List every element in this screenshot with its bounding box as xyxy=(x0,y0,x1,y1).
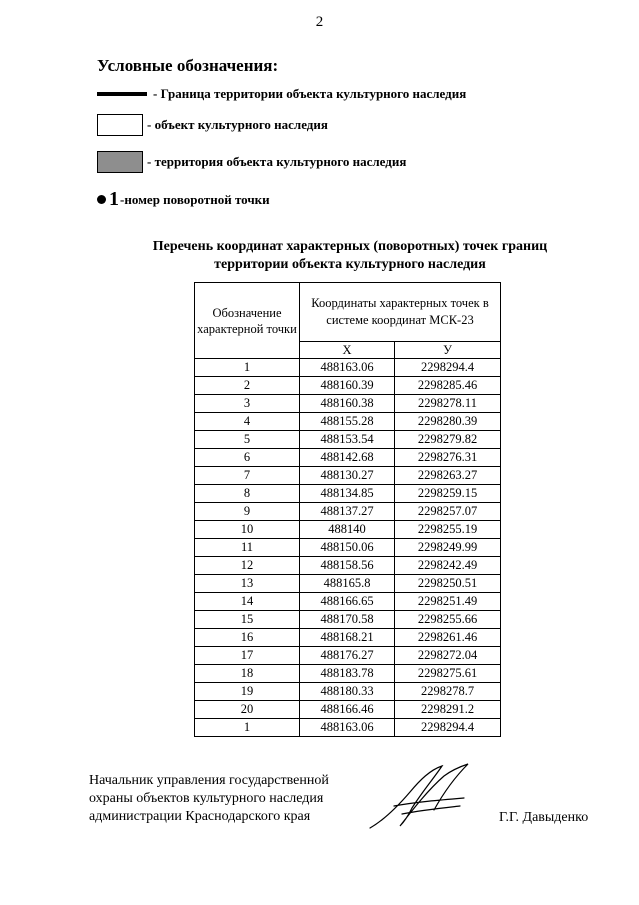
point-number-cell: 6 xyxy=(195,449,300,467)
x-coordinate-cell: 488160.38 xyxy=(300,395,395,413)
x-coordinate-cell: 488168.21 xyxy=(300,629,395,647)
legend-point-number-label: -номер поворотной точки xyxy=(120,191,270,207)
y-coordinate-cell: 2298242.49 xyxy=(395,557,501,575)
table-row xyxy=(195,521,501,539)
header-point-designation: Обозначение характерной точки xyxy=(195,283,300,359)
coordinates-table xyxy=(194,282,501,737)
point-number-cell: 12 xyxy=(195,557,300,575)
table-row xyxy=(195,683,501,701)
table-row xyxy=(195,665,501,683)
table-row xyxy=(195,503,501,521)
x-coordinate-cell: 488163.06 xyxy=(300,359,395,377)
x-coordinate-cell: 488137.27 xyxy=(300,503,395,521)
table-row xyxy=(195,449,501,467)
y-coordinate-cell: 2298263.27 xyxy=(395,467,501,485)
signer-position-line3: администрации Краснодарского края xyxy=(89,809,311,824)
point-number-cell: 4 xyxy=(195,413,300,431)
x-coordinate-cell: 488142.68 xyxy=(300,449,395,467)
x-coordinate-cell: 488166.46 xyxy=(300,701,395,719)
table-row xyxy=(195,611,501,629)
y-coordinate-cell: 2298278.7 xyxy=(395,683,501,701)
table-row xyxy=(195,701,501,719)
table-row xyxy=(195,575,501,593)
point-number-example: 1 xyxy=(109,188,119,210)
page-number: 2 xyxy=(315,14,324,30)
point-number-cell: 14 xyxy=(195,593,300,611)
table-row xyxy=(195,539,501,557)
table-row xyxy=(195,719,501,737)
signer-name: Г.Г. Давыденко xyxy=(499,810,589,825)
table-row xyxy=(195,647,501,665)
legend-heritage-territory xyxy=(97,151,406,173)
table-row xyxy=(195,593,501,611)
x-coordinate-cell: 488155.28 xyxy=(300,413,395,431)
x-coordinate-cell: 488165.8 xyxy=(300,575,395,593)
handwritten-signature xyxy=(364,762,474,834)
x-coordinate-cell: 488140 xyxy=(300,521,395,539)
x-coordinate-cell: 488180.33 xyxy=(300,683,395,701)
point-number-cell: 8 xyxy=(195,485,300,503)
point-number-cell: 1 xyxy=(195,719,300,737)
y-coordinate-cell: 2298257.07 xyxy=(395,503,501,521)
x-coordinate-cell: 488153.54 xyxy=(300,431,395,449)
point-number-cell: 17 xyxy=(195,647,300,665)
y-coordinate-cell: 2298255.66 xyxy=(395,611,501,629)
point-number-cell: 5 xyxy=(195,431,300,449)
y-coordinate-cell: 2298249.99 xyxy=(395,539,501,557)
point-number-cell: 7 xyxy=(195,467,300,485)
x-coordinate-cell: 488176.27 xyxy=(300,647,395,665)
x-coordinate-cell: 488158.56 xyxy=(300,557,395,575)
point-number-cell: 19 xyxy=(195,683,300,701)
point-number-cell: 15 xyxy=(195,611,300,629)
y-coordinate-cell: 2298261.46 xyxy=(395,629,501,647)
header-coordinates: Координаты характерных точек в системе координат МСК-23 xyxy=(300,283,501,342)
y-coordinate-cell: 2298294.4 xyxy=(395,359,501,377)
x-coordinate-cell: 488170.58 xyxy=(300,611,395,629)
y-coordinate-cell: 2298275.61 xyxy=(395,665,501,683)
header-y: У xyxy=(395,342,501,359)
y-coordinate-cell: 2298285.46 xyxy=(395,377,501,395)
heritage-object-symbol xyxy=(97,114,143,136)
legend-title: Условные обозначения: xyxy=(97,56,279,75)
y-coordinate-cell: 2298294.4 xyxy=(395,719,501,737)
signature-block xyxy=(89,772,329,826)
point-number-cell: 9 xyxy=(195,503,300,521)
table-row xyxy=(195,395,501,413)
table-row xyxy=(195,467,501,485)
legend-boundary-line xyxy=(97,86,466,102)
y-coordinate-cell: 2298251.49 xyxy=(395,593,501,611)
point-number-cell: 10 xyxy=(195,521,300,539)
table-row xyxy=(195,377,501,395)
point-dot-icon xyxy=(97,195,106,204)
header-x: X xyxy=(300,342,395,359)
table-row xyxy=(195,431,501,449)
legend-heritage-object-label: - объект культурного наследия xyxy=(147,117,328,132)
point-number-cell: 20 xyxy=(195,701,300,719)
table-row xyxy=(195,629,501,647)
table-title xyxy=(100,238,600,274)
point-number-cell: 16 xyxy=(195,629,300,647)
point-number-cell: 18 xyxy=(195,665,300,683)
y-coordinate-cell: 2298276.31 xyxy=(395,449,501,467)
legend-point-number xyxy=(97,188,270,211)
x-coordinate-cell: 488134.85 xyxy=(300,485,395,503)
point-number-cell: 3 xyxy=(195,395,300,413)
x-coordinate-cell: 488163.06 xyxy=(300,719,395,737)
y-coordinate-cell: 2298279.82 xyxy=(395,431,501,449)
y-coordinate-cell: 2298291.2 xyxy=(395,701,501,719)
y-coordinate-cell: 2298272.04 xyxy=(395,647,501,665)
signer-position-line2: охраны объектов культурного наследия xyxy=(89,791,324,806)
x-coordinate-cell: 488130.27 xyxy=(300,467,395,485)
table-row xyxy=(195,413,501,431)
y-coordinate-cell: 2298278.11 xyxy=(395,395,501,413)
y-coordinate-cell: 2298280.39 xyxy=(395,413,501,431)
table-title-line1: Перечень координат характерных (поворотных) точек границ xyxy=(152,239,548,254)
heritage-territory-symbol xyxy=(97,151,143,173)
point-number-cell: 2 xyxy=(195,377,300,395)
y-coordinate-cell: 2298255.19 xyxy=(395,521,501,539)
x-coordinate-cell: 488160.39 xyxy=(300,377,395,395)
y-coordinate-cell: 2298259.15 xyxy=(395,485,501,503)
table-title-line2: территории объекта культурного наследия xyxy=(214,257,486,272)
table-row xyxy=(195,359,501,377)
point-number-cell: 1 xyxy=(195,359,300,377)
legend-heritage-territory-label: - территория объекта культурного наследия xyxy=(147,154,407,169)
legend-heritage-object xyxy=(97,114,328,136)
x-coordinate-cell: 488150.06 xyxy=(300,539,395,557)
y-coordinate-cell: 2298250.51 xyxy=(395,575,501,593)
x-coordinate-cell: 488166.65 xyxy=(300,593,395,611)
table-row xyxy=(195,557,501,575)
x-coordinate-cell: 488183.78 xyxy=(300,665,395,683)
point-number-cell: 13 xyxy=(195,575,300,593)
legend-boundary-label: - Граница территории объекта культурного наследия xyxy=(153,86,467,101)
point-number-cell: 11 xyxy=(195,539,300,557)
table-row xyxy=(195,485,501,503)
boundary-line-symbol xyxy=(97,92,147,96)
signer-position-line1: Начальник управления государственной xyxy=(89,773,329,788)
